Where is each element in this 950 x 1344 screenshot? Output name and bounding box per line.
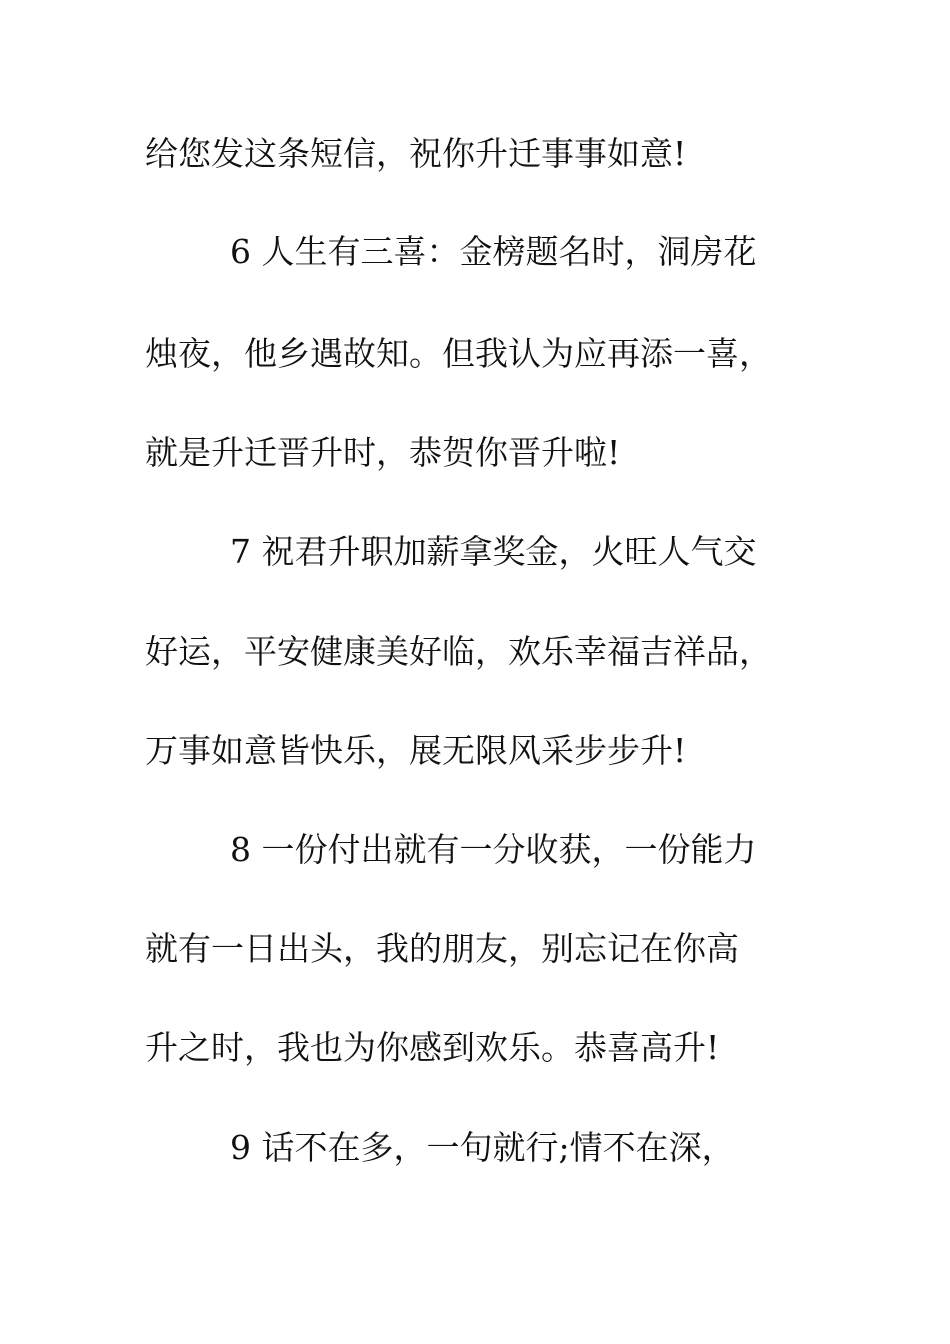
- text-line: 就是升迁晋升时，恭贺你晋升啦!: [145, 433, 621, 472]
- text-line: 烛夜，他乡遇故知。但我认为应再添一喜，: [145, 334, 772, 373]
- text-line: 万事如意皆快乐，展无限风采步步升!: [145, 731, 687, 770]
- text-line-item-9: 9 话不在多，一句就行;情不在深，: [230, 1128, 735, 1167]
- text-line-item-8: 8 一份付出就有一分收获，一份能力: [230, 830, 757, 869]
- text-line: 升之时，我也为你感到欢乐。恭喜高升!: [145, 1028, 720, 1067]
- text-line: 就有一日出头，我的朋友，别忘记在你高: [145, 929, 739, 968]
- text-line-item-6: 6 人生有三喜：金榜题名时，洞房花: [230, 232, 757, 271]
- text-line: 好运，平安健康美好临，欢乐幸福吉祥品，: [145, 632, 772, 671]
- text-line: 给您发这条短信，祝你升迁事事如意!: [145, 134, 687, 173]
- text-line-item-7: 7 祝君升职加薪拿奖金，火旺人气交: [230, 532, 757, 571]
